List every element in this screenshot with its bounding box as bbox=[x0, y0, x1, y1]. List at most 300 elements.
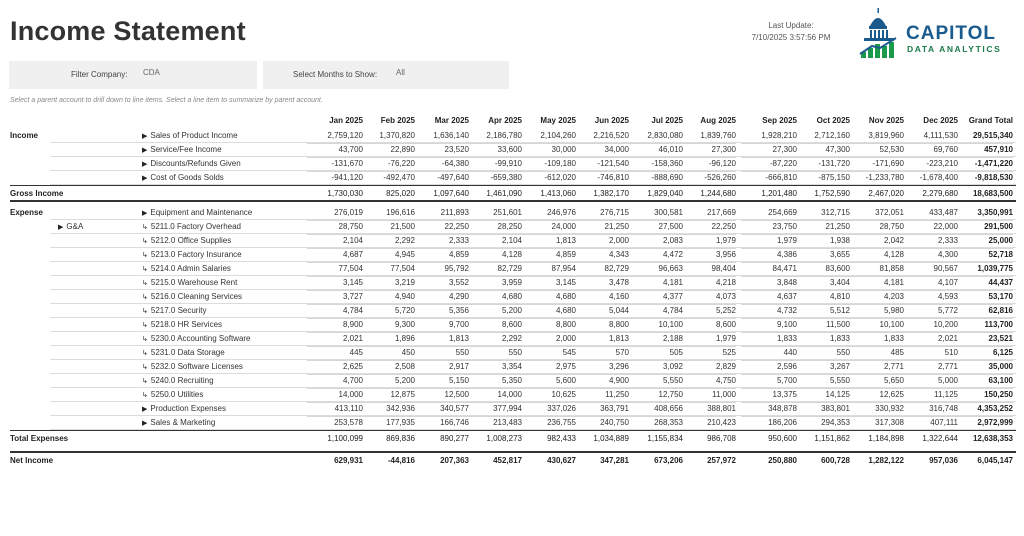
expand-triangle-icon[interactable]: ▶ bbox=[142, 420, 148, 427]
expense-cell: 570 bbox=[573, 346, 629, 361]
expense-cell: 4,680 bbox=[520, 304, 576, 319]
expense-row[interactable] bbox=[10, 248, 1016, 262]
column-header[interactable]: Sep 2025 bbox=[762, 116, 797, 125]
expense-cell: 348,878 bbox=[741, 402, 797, 417]
expense-cell: 1,979 bbox=[680, 332, 736, 347]
income-row[interactable] bbox=[10, 157, 1016, 171]
gross-income-cell: 1,413,060 bbox=[540, 189, 576, 198]
income-cell: 2,216,520 bbox=[573, 129, 629, 144]
expense-cell: 2,104 bbox=[307, 234, 363, 249]
expense-account-label: 5211.0 Factory Overhead bbox=[150, 222, 241, 231]
expense-cell: 2,104 bbox=[466, 234, 522, 249]
expense-cell: 2,771 bbox=[902, 360, 958, 375]
expense-cell: 96,663 bbox=[627, 262, 683, 277]
child-arrow-icon: ↳ bbox=[142, 266, 148, 273]
expense-cell: 5,772 bbox=[902, 304, 958, 319]
logo-subtitle: DATA ANALYTICS bbox=[907, 44, 1002, 54]
income-cell: 33,600 bbox=[466, 143, 522, 158]
expense-cell: 28,750 bbox=[848, 220, 904, 235]
income-cell: 1,839,760 bbox=[680, 129, 736, 144]
expense-cell: 21,250 bbox=[573, 220, 629, 235]
expense-cell: 9,100 bbox=[741, 318, 797, 333]
expense-cell: 450 bbox=[359, 346, 415, 361]
child-arrow-icon: ↳ bbox=[142, 336, 148, 343]
gross-income-cell: 1,730,030 bbox=[327, 189, 363, 198]
expense-cell: 8,900 bbox=[307, 318, 363, 333]
gross-income-cell: 1,829,040 bbox=[647, 189, 683, 198]
expense-cell: 6,125 bbox=[957, 346, 1013, 361]
column-header[interactable]: Nov 2025 bbox=[868, 116, 904, 125]
expense-cell: 113,700 bbox=[957, 318, 1013, 333]
expense-row[interactable] bbox=[10, 220, 1016, 234]
expense-cell: 300,581 bbox=[627, 206, 683, 221]
expense-cell: 11,000 bbox=[680, 388, 736, 403]
column-header[interactable]: Jun 2025 bbox=[594, 116, 629, 125]
expense-account-label: 5215.0 Warehouse Rent bbox=[150, 278, 238, 287]
net-income-label: Net Income bbox=[10, 456, 54, 465]
expense-cell: 81,858 bbox=[848, 262, 904, 277]
child-arrow-icon: ↳ bbox=[142, 308, 148, 315]
income-cell: -875,150 bbox=[794, 171, 850, 186]
expense-cell: 2,292 bbox=[359, 234, 415, 249]
total-expenses-cell: 1,184,898 bbox=[868, 434, 904, 443]
filter-months-label: Select Months to Show: bbox=[293, 70, 378, 79]
income-statement-table bbox=[10, 112, 1016, 466]
expense-account-label: 5230.0 Accounting Software bbox=[150, 334, 251, 343]
expense-cell: 340,577 bbox=[413, 402, 469, 417]
expense-cell: 77,504 bbox=[359, 262, 415, 277]
income-account-label: Service/Fee Income bbox=[150, 145, 222, 154]
net-income-cell: -44,816 bbox=[387, 456, 415, 465]
income-cell: -492,470 bbox=[359, 171, 415, 186]
expense-cell: 4,810 bbox=[794, 290, 850, 305]
total-expenses-cell: 890,277 bbox=[440, 434, 469, 443]
expense-account-label: Production Expenses bbox=[150, 404, 226, 413]
child-arrow-icon: ↳ bbox=[142, 238, 148, 245]
child-arrow-icon: ↳ bbox=[142, 350, 148, 357]
expense-cell: 5,980 bbox=[848, 304, 904, 319]
expense-cell: 5,150 bbox=[413, 374, 469, 389]
income-cell: -1,233,780 bbox=[848, 171, 904, 186]
net-income-cell: 957,036 bbox=[929, 456, 958, 465]
child-arrow-icon: ↳ bbox=[142, 252, 148, 259]
expense-cell: 545 bbox=[520, 346, 576, 361]
expense-cell: 11,500 bbox=[794, 318, 850, 333]
expense-cell: 5,650 bbox=[848, 374, 904, 389]
expense-cell: 10,625 bbox=[520, 388, 576, 403]
expense-cell: 3,552 bbox=[413, 276, 469, 291]
expense-row[interactable] bbox=[10, 332, 1016, 346]
income-cell: 2,759,120 bbox=[307, 129, 363, 144]
income-cell: 1,636,140 bbox=[413, 129, 469, 144]
expense-cell: 4,128 bbox=[466, 248, 522, 263]
income-cell: -64,380 bbox=[413, 157, 469, 172]
expense-cell: 2,021 bbox=[307, 332, 363, 347]
expense-account-label: 5231.0 Data Storage bbox=[150, 348, 225, 357]
expense-cell: 21,500 bbox=[359, 220, 415, 235]
expense-cell: 445 bbox=[307, 346, 363, 361]
income-account-label: Sales of Product Income bbox=[150, 131, 238, 140]
expand-triangle-icon[interactable]: ▶ bbox=[58, 224, 64, 231]
income-cell: -109,180 bbox=[520, 157, 576, 172]
expense-cell: 4,377 bbox=[627, 290, 683, 305]
income-cell: 30,000 bbox=[520, 143, 576, 158]
expense-cell: 4,680 bbox=[466, 290, 522, 305]
expense-cell: 14,000 bbox=[466, 388, 522, 403]
expense-account-label: Sales & Marketing bbox=[150, 418, 216, 427]
expense-cell: 4,386 bbox=[741, 248, 797, 263]
income-row[interactable] bbox=[10, 171, 1016, 185]
net-income-cell: 600,728 bbox=[821, 456, 850, 465]
expand-triangle-icon[interactable]: ▶ bbox=[142, 406, 148, 413]
expense-cell: 5,356 bbox=[413, 304, 469, 319]
expense-cell: 83,600 bbox=[794, 262, 850, 277]
expense-cell: 268,353 bbox=[627, 416, 683, 431]
total-expenses-row bbox=[10, 430, 1016, 445]
income-cell: 457,910 bbox=[957, 143, 1013, 158]
expense-cell: 5,600 bbox=[520, 374, 576, 389]
expense-cell: 550 bbox=[413, 346, 469, 361]
expense-account-label: 5240.0 Recruiting bbox=[150, 376, 214, 385]
income-cell: -666,810 bbox=[741, 171, 797, 186]
income-cell: -497,640 bbox=[413, 171, 469, 186]
expand-triangle-icon[interactable]: ▶ bbox=[142, 175, 148, 182]
expense-cell: 2,292 bbox=[466, 332, 522, 347]
income-cell: 2,830,080 bbox=[627, 129, 683, 144]
expense-cell: 82,729 bbox=[466, 262, 522, 277]
income-cell: 2,104,260 bbox=[520, 129, 576, 144]
expense-account-label: Equipment and Maintenance bbox=[150, 208, 253, 217]
expense-cell: 12,750 bbox=[627, 388, 683, 403]
expense-cell: 14,000 bbox=[307, 388, 363, 403]
expense-cell: 90,567 bbox=[902, 262, 958, 277]
child-arrow-icon: ↳ bbox=[142, 224, 148, 231]
expense-cell: 3,478 bbox=[573, 276, 629, 291]
income-cell: -76,220 bbox=[359, 157, 415, 172]
income-cell: -223,210 bbox=[902, 157, 958, 172]
income-row[interactable] bbox=[10, 129, 1016, 143]
net-income-cell: 452,817 bbox=[493, 456, 522, 465]
expense-cell: 4,181 bbox=[627, 276, 683, 291]
expense-cell: 236,755 bbox=[520, 416, 576, 431]
expense-cell: 4,218 bbox=[680, 276, 736, 291]
company-logo bbox=[858, 8, 1018, 60]
income-cell: -888,690 bbox=[627, 171, 683, 186]
expense-cell: 166,746 bbox=[413, 416, 469, 431]
expense-cell: 3,296 bbox=[573, 360, 629, 375]
expense-cell: 13,375 bbox=[741, 388, 797, 403]
income-row[interactable] bbox=[10, 143, 1016, 157]
expense-cell: 2,508 bbox=[359, 360, 415, 375]
total-expenses-cell: 12,638,353 bbox=[972, 434, 1013, 443]
expense-cell: 4,784 bbox=[627, 304, 683, 319]
income-section-label[interactable]: Income bbox=[10, 131, 39, 140]
expense-cell: 10,100 bbox=[627, 318, 683, 333]
page-title: Income Statement bbox=[10, 16, 246, 46]
expense-cell: 550 bbox=[466, 346, 522, 361]
expense-cell: 363,791 bbox=[573, 402, 629, 417]
income-cell: -1,678,400 bbox=[902, 171, 958, 186]
expense-cell: 4,160 bbox=[573, 290, 629, 305]
expense-cell: 337,026 bbox=[520, 402, 576, 417]
gross-income-cell: 1,461,090 bbox=[486, 189, 522, 198]
expense-cell: 4,680 bbox=[520, 290, 576, 305]
expense-cell: 5,200 bbox=[466, 304, 522, 319]
column-header[interactable]: Mar 2025 bbox=[434, 116, 469, 125]
filter-company-label: Filter Company: bbox=[71, 70, 128, 79]
expand-triangle-icon[interactable]: ▶ bbox=[142, 210, 148, 217]
expense-cell: 3,956 bbox=[680, 248, 736, 263]
column-header[interactable]: Jul 2025 bbox=[651, 116, 683, 125]
gross-income-cell: 825,020 bbox=[386, 189, 415, 198]
expense-cell: 276,715 bbox=[573, 206, 629, 221]
gross-income-cell: 1,244,680 bbox=[700, 189, 736, 198]
total-expenses-cell: 1,008,273 bbox=[486, 434, 522, 443]
expense-cell: 1,833 bbox=[848, 332, 904, 347]
income-cell: 1,370,820 bbox=[359, 129, 415, 144]
expense-cell: 211,893 bbox=[413, 206, 469, 221]
column-header[interactable]: Grand Total bbox=[968, 116, 1013, 125]
expense-cell: 3,219 bbox=[359, 276, 415, 291]
column-header[interactable]: May 2025 bbox=[540, 116, 576, 125]
expense-cell: 407,111 bbox=[902, 416, 958, 431]
gross-income-cell: 1,752,590 bbox=[814, 189, 850, 198]
expense-cell: 4,940 bbox=[359, 290, 415, 305]
expense-row[interactable] bbox=[10, 374, 1016, 388]
expense-row[interactable] bbox=[10, 290, 1016, 304]
expense-cell: 213,483 bbox=[466, 416, 522, 431]
net-income-cell: 629,931 bbox=[334, 456, 363, 465]
income-cell: 69,760 bbox=[902, 143, 958, 158]
expense-cell: 98,404 bbox=[680, 262, 736, 277]
expense-cell: 3,092 bbox=[627, 360, 683, 375]
last-update-label: Last Update: bbox=[768, 21, 814, 30]
column-header-row bbox=[10, 112, 1016, 129]
gross-income-cell: 18,683,500 bbox=[972, 189, 1013, 198]
expense-section-label[interactable]: Expense bbox=[10, 208, 43, 217]
expense-cell: 2,021 bbox=[902, 332, 958, 347]
income-cell: -131,720 bbox=[794, 157, 850, 172]
expense-cell: 251,601 bbox=[466, 206, 522, 221]
column-header[interactable]: Aug 2025 bbox=[700, 116, 736, 125]
expense-row[interactable] bbox=[10, 304, 1016, 318]
expense-cell: 510 bbox=[902, 346, 958, 361]
expense-account-label: 5217.0 Security bbox=[150, 306, 207, 315]
income-cell: -1,471,220 bbox=[957, 157, 1013, 172]
income-cell: -121,540 bbox=[573, 157, 629, 172]
income-cell: 27,300 bbox=[741, 143, 797, 158]
income-cell: 2,712,160 bbox=[794, 129, 850, 144]
income-cell: 29,515,340 bbox=[957, 129, 1013, 144]
expense-cell: 4,732 bbox=[741, 304, 797, 319]
expense-cell: 5,720 bbox=[359, 304, 415, 319]
net-income-cell: 257,972 bbox=[707, 456, 736, 465]
expense-cell: 10,100 bbox=[848, 318, 904, 333]
last-update-value: 7/10/2025 3:57:56 PM bbox=[751, 33, 831, 42]
expense-account-label: 5232.0 Software Licenses bbox=[150, 362, 243, 371]
expense-cell: 8,800 bbox=[520, 318, 576, 333]
expense-row[interactable] bbox=[10, 388, 1016, 402]
filter-company-value[interactable]: CDA bbox=[143, 68, 160, 77]
expense-cell: 276,019 bbox=[307, 206, 363, 221]
income-account-label: Cost of Goods Solds bbox=[150, 173, 224, 182]
expense-row[interactable] bbox=[10, 318, 1016, 332]
filter-months[interactable] bbox=[263, 61, 509, 89]
expense-cell: 4,353,252 bbox=[957, 402, 1013, 417]
expense-cell: 10,200 bbox=[902, 318, 958, 333]
income-cell: -87,220 bbox=[741, 157, 797, 172]
expense-cell: 4,945 bbox=[359, 248, 415, 263]
expense-cell: 2,625 bbox=[307, 360, 363, 375]
expense-row[interactable] bbox=[10, 206, 1016, 220]
net-income-cell: 430,627 bbox=[547, 456, 576, 465]
income-cell: 22,890 bbox=[359, 143, 415, 158]
income-cell: -96,120 bbox=[680, 157, 736, 172]
expense-cell: 1,979 bbox=[680, 234, 736, 249]
expense-row[interactable] bbox=[10, 346, 1016, 360]
expense-cell: 9,300 bbox=[359, 318, 415, 333]
total-expenses-cell: 986,708 bbox=[707, 434, 736, 443]
expense-cell: 1,039,775 bbox=[957, 262, 1013, 277]
total-expenses-cell: 982,433 bbox=[547, 434, 576, 443]
expense-cell: 5,044 bbox=[573, 304, 629, 319]
drilldown-hint: Select a parent account to drill down to line items. Select a line item to summarize by parent account. bbox=[10, 97, 323, 104]
column-header[interactable]: Oct 2025 bbox=[816, 116, 850, 125]
expand-triangle-icon[interactable]: ▶ bbox=[142, 147, 148, 154]
expense-cell: 4,637 bbox=[741, 290, 797, 305]
column-header[interactable]: Jan 2025 bbox=[329, 116, 363, 125]
expense-cell: 186,206 bbox=[741, 416, 797, 431]
income-account-label: Discounts/Refunds Given bbox=[150, 159, 241, 168]
expense-account-label: 5216.0 Cleaning Services bbox=[150, 292, 243, 301]
capitol-dome-icon bbox=[858, 8, 902, 60]
expense-cell: 1,979 bbox=[741, 234, 797, 249]
expense-account-label: 5212.0 Office Supplies bbox=[150, 236, 232, 245]
expense-cell: 24,000 bbox=[520, 220, 576, 235]
expense-cell: 2,000 bbox=[573, 234, 629, 249]
total-expenses-cell: 1,155,834 bbox=[647, 434, 683, 443]
expense-cell: 4,750 bbox=[680, 374, 736, 389]
expense-cell: 11,125 bbox=[902, 388, 958, 403]
expense-cell: 5,350 bbox=[466, 374, 522, 389]
expense-cell: 22,000 bbox=[902, 220, 958, 235]
expense-cell: 4,687 bbox=[307, 248, 363, 263]
expense-cell: 22,250 bbox=[413, 220, 469, 235]
filter-company[interactable] bbox=[9, 61, 257, 89]
expense-cell: 4,859 bbox=[413, 248, 469, 263]
income-cell: 43,700 bbox=[307, 143, 363, 158]
income-cell: 46,010 bbox=[627, 143, 683, 158]
expense-cell: 2,042 bbox=[848, 234, 904, 249]
gross-income-label: Gross Income bbox=[10, 189, 64, 198]
expense-account-label: 5218.0 HR Services bbox=[150, 320, 223, 329]
expense-row[interactable] bbox=[10, 262, 1016, 276]
expense-cell: 44,437 bbox=[957, 276, 1013, 291]
gross-income-cell: 1,201,480 bbox=[761, 189, 797, 198]
expense-cell: 5,252 bbox=[680, 304, 736, 319]
income-cell: -99,910 bbox=[466, 157, 522, 172]
expense-cell: 2,975 bbox=[520, 360, 576, 375]
expense-cell: 4,300 bbox=[902, 248, 958, 263]
gross-income-cell: 1,097,640 bbox=[433, 189, 469, 198]
filter-months-value[interactable]: All bbox=[396, 68, 405, 77]
expense-cell: 9,700 bbox=[413, 318, 469, 333]
expand-triangle-icon[interactable]: ▶ bbox=[142, 161, 148, 168]
expense-cell: 3,350,991 bbox=[957, 206, 1013, 221]
expense-cell: 4,128 bbox=[848, 248, 904, 263]
net-income-row bbox=[10, 451, 1016, 466]
expense-cell: 217,669 bbox=[680, 206, 736, 221]
gross-income-cell: 2,279,680 bbox=[922, 189, 958, 198]
column-header[interactable]: Dec 2025 bbox=[923, 116, 958, 125]
expense-cell: 5,200 bbox=[359, 374, 415, 389]
expense-cell: 2,829 bbox=[680, 360, 736, 375]
expense-cell: 12,625 bbox=[848, 388, 904, 403]
expense-cell: 388,801 bbox=[680, 402, 736, 417]
expense-cell: 240,750 bbox=[573, 416, 629, 431]
expense-cell: 177,935 bbox=[359, 416, 415, 431]
expense-row[interactable] bbox=[10, 416, 1016, 430]
income-cell: 4,111,530 bbox=[902, 129, 958, 144]
expense-cell: 5,512 bbox=[794, 304, 850, 319]
income-cell: -9,818,530 bbox=[957, 171, 1013, 186]
expense-cell: 3,145 bbox=[307, 276, 363, 291]
expense-row[interactable] bbox=[10, 360, 1016, 374]
expense-cell: 2,596 bbox=[741, 360, 797, 375]
expense-cell: 35,000 bbox=[957, 360, 1013, 375]
expense-cell: 2,000 bbox=[520, 332, 576, 347]
net-income-cell: 6,045,147 bbox=[977, 456, 1013, 465]
expense-cell: 312,715 bbox=[794, 206, 850, 221]
expense-cell: 4,073 bbox=[680, 290, 736, 305]
expense-cell: 1,896 bbox=[359, 332, 415, 347]
expense-cell: 150,250 bbox=[957, 388, 1013, 403]
expense-cell: 8,600 bbox=[680, 318, 736, 333]
income-cell: -612,020 bbox=[520, 171, 576, 186]
net-income-cell: 347,281 bbox=[600, 456, 629, 465]
expense-cell: 4,343 bbox=[573, 248, 629, 263]
column-header[interactable]: Apr 2025 bbox=[488, 116, 522, 125]
expense-cell: 2,972,999 bbox=[957, 416, 1013, 431]
expense-row[interactable] bbox=[10, 402, 1016, 416]
expense-cell: 5,550 bbox=[794, 374, 850, 389]
expense-row[interactable] bbox=[10, 234, 1016, 248]
expense-cell: 12,875 bbox=[359, 388, 415, 403]
expense-cell: 294,353 bbox=[794, 416, 850, 431]
expense-cell: 246,976 bbox=[520, 206, 576, 221]
income-cell: -158,360 bbox=[627, 157, 683, 172]
expense-cell: 505 bbox=[627, 346, 683, 361]
expand-triangle-icon[interactable]: ▶ bbox=[142, 133, 148, 140]
expense-cell: 3,404 bbox=[794, 276, 850, 291]
expense-cell: 5,000 bbox=[902, 374, 958, 389]
column-header[interactable]: Feb 2025 bbox=[380, 116, 415, 125]
expense-cell: 53,170 bbox=[957, 290, 1013, 305]
income-cell: -746,810 bbox=[573, 171, 629, 186]
expense-cell: 3,848 bbox=[741, 276, 797, 291]
expense-cell: 77,504 bbox=[307, 262, 363, 277]
income-cell: 34,000 bbox=[573, 143, 629, 158]
expense-cell: 3,655 bbox=[794, 248, 850, 263]
total-expenses-cell: 869,836 bbox=[386, 434, 415, 443]
expense-cell: 2,333 bbox=[902, 234, 958, 249]
expense-cell: 8,600 bbox=[466, 318, 522, 333]
expense-row[interactable] bbox=[10, 276, 1016, 290]
total-expenses-cell: 950,600 bbox=[768, 434, 797, 443]
logo-name: CAPITOL bbox=[906, 23, 997, 44]
expense-cell: 210,423 bbox=[680, 416, 736, 431]
expense-cell: 3,267 bbox=[794, 360, 850, 375]
